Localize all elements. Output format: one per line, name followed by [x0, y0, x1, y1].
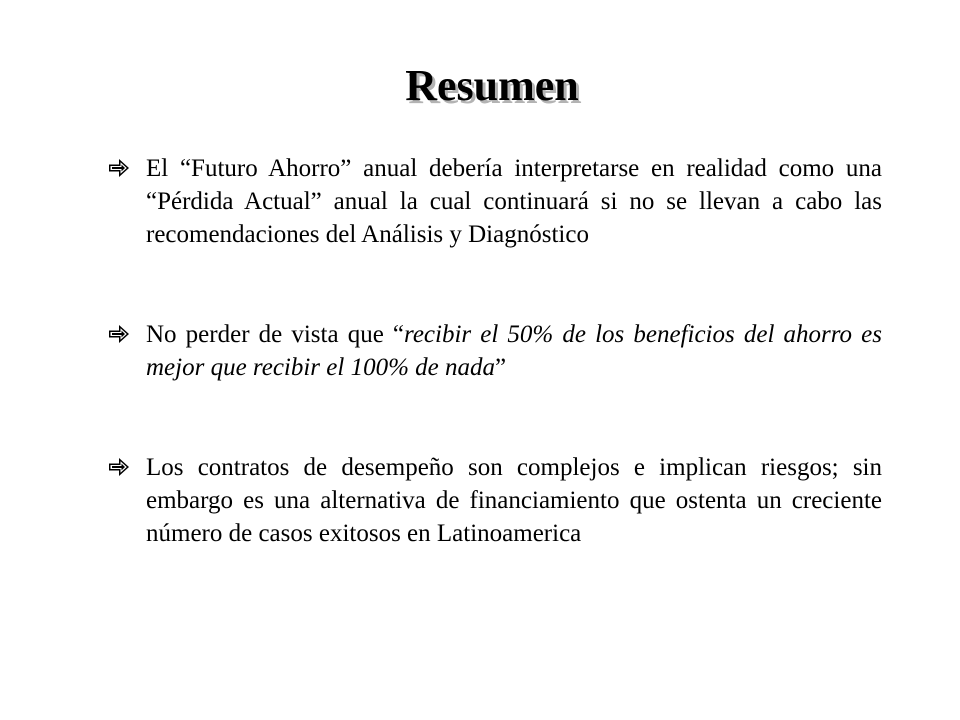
- bullet-item-performance-contracts: [108, 451, 882, 550]
- bullet-text: El “Futuro Ahorro” anual debería interpretarse en realidad como una “Pérdida Actual” anual la cual continuará si no se llevan a cabo las recomendaciones del Análisis y Diagnóstico: [146, 155, 882, 248]
- slide-title: Resumen: [405, 61, 579, 110]
- bullet-list: [108, 152, 882, 550]
- right-arrow-icon: [108, 324, 130, 344]
- right-arrow-icon: [108, 158, 130, 178]
- bullet-text-italic-quote: recibir el 50% de los beneficios del ahorro es mejor que recibir el 100% de nada: [146, 321, 882, 381]
- bullet-item-future-savings: [108, 152, 882, 251]
- right-arrow-icon: [108, 457, 130, 477]
- bullet-item-benefits: [108, 318, 882, 384]
- bullet-text: Los contratos de desempeño son complejos e implican riesgos; sin embargo es una alternativa de financiamiento que ostenta un creciente número de casos exitosos en Latinoamerica: [146, 454, 882, 547]
- bullet-text-prefix: No perder de vista que “: [146, 321, 405, 348]
- bullet-text-suffix: ”: [495, 354, 507, 381]
